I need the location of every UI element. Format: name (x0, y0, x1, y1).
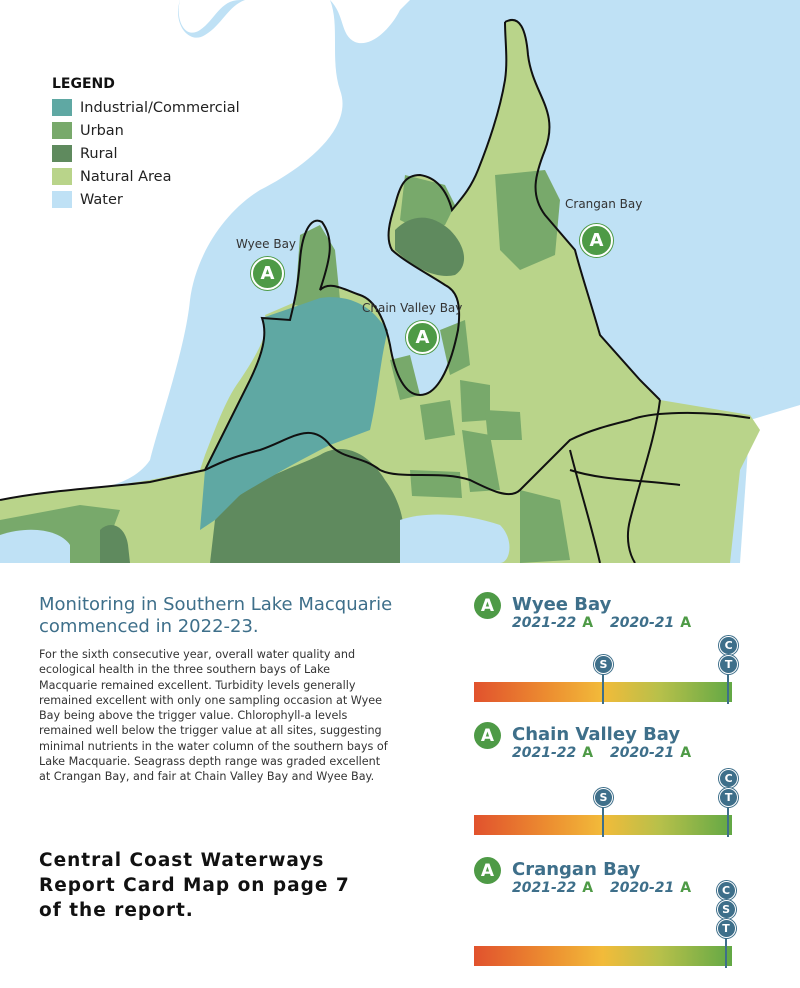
previous-year: 2020-21 (610, 880, 675, 896)
map-legend (52, 76, 240, 211)
previous-year-grade: A (680, 615, 692, 631)
score-marker-c: C (717, 881, 736, 900)
map-label-chain-valley-bay: Chain Valley Bay (362, 301, 463, 315)
article-body: For the sixth consecutive year, overall water quality and ecological health in the three southern bays of Lake Macquarie remained excellent. Turbidity levels generally remained excellent with only one sampling occasion at Wyee Bay being above the trigger value. Chlorophyll-a levels remained well below the trigger value at all sites, suggesting minimal nutrients in the water column of the southern bays of Lake Macquarie. Seagrass depth range was graded excellent at Crangan Bay, and fair at Chain Valley Bay and Wyee Bay. (39, 648, 388, 784)
card-previous-grade (610, 615, 691, 631)
card-previous-grade (512, 880, 593, 896)
previous-year: 2021-22 (512, 615, 577, 631)
score-marker-c: C (719, 769, 738, 788)
urban-area (420, 400, 455, 440)
card-previous-grade (512, 745, 593, 761)
legend-swatch (52, 168, 72, 185)
article-heading: Monitoring in Southern Lake Macquarie commenced in 2022-23. (39, 594, 393, 637)
map-grade-crangan-bay: A (580, 224, 613, 257)
previous-year: 2021-22 (512, 880, 577, 896)
card-previous-grade (512, 615, 593, 631)
legend-swatch (52, 122, 72, 139)
previous-year-grade: A (680, 745, 692, 761)
legend-title: LEGEND (52, 76, 115, 92)
card-grade-badge: A (474, 857, 501, 884)
urban-area (460, 380, 490, 422)
card-previous-grade (610, 880, 691, 896)
previous-year: 2020-21 (610, 615, 675, 631)
previous-year-grade: A (680, 880, 692, 896)
previous-year-grade: A (582, 745, 594, 761)
legend-swatch (52, 191, 72, 208)
urban-area (485, 410, 522, 440)
score-marker-s: S (594, 788, 613, 807)
legend-item-urban (52, 119, 240, 142)
report-note: Central Coast Waterways Report Card Map on page 7 of the report. (39, 850, 350, 921)
score-marker-t: T (717, 919, 736, 938)
previous-year: 2021-22 (512, 745, 577, 761)
legend-item-natural (52, 165, 240, 188)
score-marker-c: C (719, 636, 738, 655)
previous-year: 2020-21 (610, 745, 675, 761)
card-bay-name: Crangan Bay (512, 859, 641, 880)
card-previous-grade (610, 745, 691, 761)
map-label-wyee-bay: Wyee Bay (236, 237, 297, 251)
card-grade-badge: A (474, 722, 501, 749)
card-bay-name: Wyee Bay (512, 594, 612, 615)
score-marker-s: S (717, 900, 736, 919)
score-scale-bar (474, 946, 732, 966)
card-grade-badge: A (474, 592, 501, 619)
legend-swatch (52, 145, 72, 162)
legend-item-water (52, 188, 240, 211)
score-marker-t: T (719, 788, 738, 807)
legend-label: Rural (80, 145, 118, 162)
previous-year-grade: A (582, 880, 594, 896)
legend-label: Urban (80, 122, 124, 139)
score-marker-t: T (719, 655, 738, 674)
map-label-crangan-bay: Crangan Bay (565, 197, 643, 211)
legend-swatch (52, 99, 72, 116)
legend-label: Water (80, 191, 123, 208)
score-marker-s: S (594, 655, 613, 674)
map-grade-wyee-bay: A (251, 257, 284, 290)
legend-item-industrial (52, 96, 240, 119)
legend-label: Industrial/Commercial (80, 99, 240, 116)
previous-year-grade: A (582, 615, 594, 631)
card-bay-name: Chain Valley Bay (512, 724, 681, 745)
legend-label: Natural Area (80, 168, 172, 185)
legend-item-rural (52, 142, 240, 165)
map-grade-chain-valley-bay: A (406, 321, 439, 354)
